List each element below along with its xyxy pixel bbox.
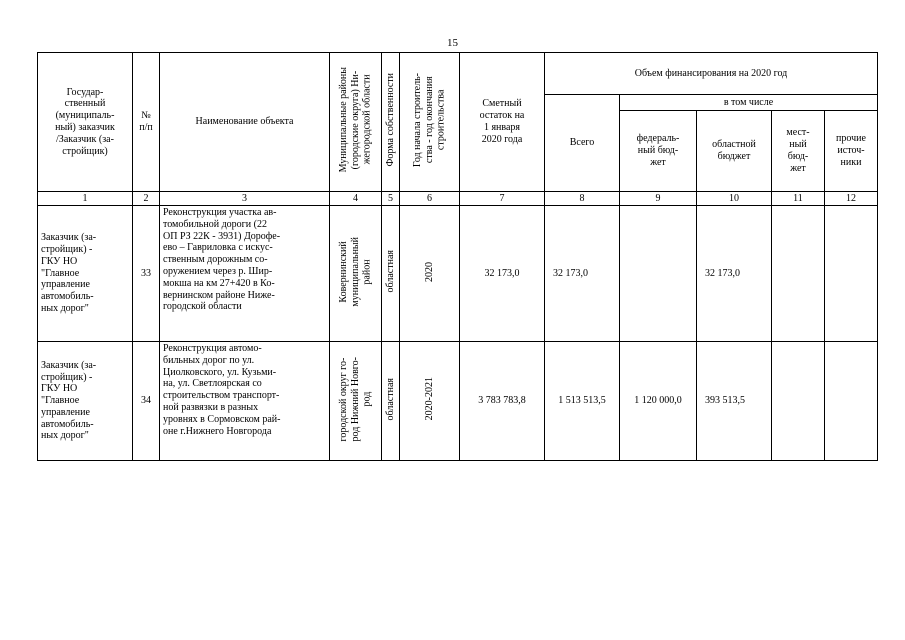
row-number-cell: 34 <box>133 342 160 461</box>
regional-cell: 393 513,5 <box>697 342 772 461</box>
estimate-cell: 32 173,0 <box>460 206 545 342</box>
header-financing: Объем финансирования на 2020 год <box>545 53 878 95</box>
row-number-cell: 33 <box>133 206 160 342</box>
column-number: 6 <box>400 192 460 206</box>
page-number: 15 <box>447 37 458 49</box>
total-cell: 1 513 513,5 <box>545 342 620 461</box>
column-number-row <box>38 192 878 206</box>
district-cell: Ковернинский муниципальный район <box>337 236 373 307</box>
regional-cell: 32 173,0 <box>697 206 772 342</box>
other-cell <box>825 342 878 461</box>
header-estimate: Сметный остаток на 1 января 2020 года <box>460 53 545 192</box>
column-number: 1 <box>38 192 133 206</box>
header-federal: федераль- ный бюд- жет <box>620 111 697 192</box>
object-name-cell: Реконструкция автомо- бильных дорог по ул. Циолковского, ул. Кузьми- на, ул. Светлоярская со строительством транспорт- ной развязки в разных уровнях в Сормовском рай- оне г.Нижнего Новгорода <box>160 342 330 461</box>
district-cell: городской округ го- род Нижний Новго- род <box>337 356 373 442</box>
ownership-cell: областная <box>384 377 396 421</box>
column-number: 5 <box>382 192 400 206</box>
customer-cell: Заказчик (за- стройщик) - ГКУ НО "Главное управление автомобиль- ных дорог" <box>38 206 133 342</box>
column-number: 9 <box>620 192 697 206</box>
header-local: мест- ный бюд- жет <box>772 111 825 192</box>
header-including: в том числе <box>620 95 878 111</box>
years-cell: 2020-2021 <box>423 377 435 421</box>
estimate-cell: 3 783 783,8 <box>460 342 545 461</box>
column-number: 7 <box>460 192 545 206</box>
header-object-name: Наименование объекта <box>160 53 330 192</box>
local-cell <box>772 342 825 461</box>
other-cell <box>825 206 878 342</box>
header-district: Муниципальные районы (городские округа) Ни- жегородской области <box>337 67 373 173</box>
object-name-cell: Реконструкция участка ав- томобильной дороги (22 ОП РЗ 22К - 3931) Дорофе- ево – Гавриловка с искус- ственным дорожным со- оружением через р. Шир- мокша на км 27+420 в Ко- вернинском районе Ниже- городской области <box>160 206 330 342</box>
header-num: № п/п <box>133 53 160 192</box>
column-number: 10 <box>697 192 772 206</box>
total-cell: 32 173,0 <box>545 206 620 342</box>
table-row <box>38 206 878 342</box>
federal-cell <box>620 206 697 342</box>
table-row <box>38 342 878 461</box>
header-total: Всего <box>545 95 620 192</box>
ownership-cell: областная <box>384 250 396 293</box>
customer-cell: Заказчик (за- стройщик) - ГКУ НО "Главное управление автомобиль- ных дорог" <box>38 342 133 461</box>
column-number: 8 <box>545 192 620 206</box>
local-cell <box>772 206 825 342</box>
column-number: 11 <box>772 192 825 206</box>
header-other: прочие источ- ники <box>825 111 878 192</box>
header-customer: Государ- ственный (муниципаль- ный) заказчик /Заказчик (за- стройщик) <box>38 53 133 192</box>
years-cell: 2020 <box>423 261 435 282</box>
column-number: 4 <box>330 192 382 206</box>
column-number: 3 <box>160 192 330 206</box>
header-ownership: Форма собственности <box>384 73 396 167</box>
header-years: Год начала строитель- ства - год окончания строительства <box>411 73 447 168</box>
federal-cell: 1 120 000,0 <box>620 342 697 461</box>
column-number: 2 <box>133 192 160 206</box>
financing-table <box>37 52 878 461</box>
column-number: 12 <box>825 192 878 206</box>
header-regional: областной бюджет <box>697 111 772 192</box>
